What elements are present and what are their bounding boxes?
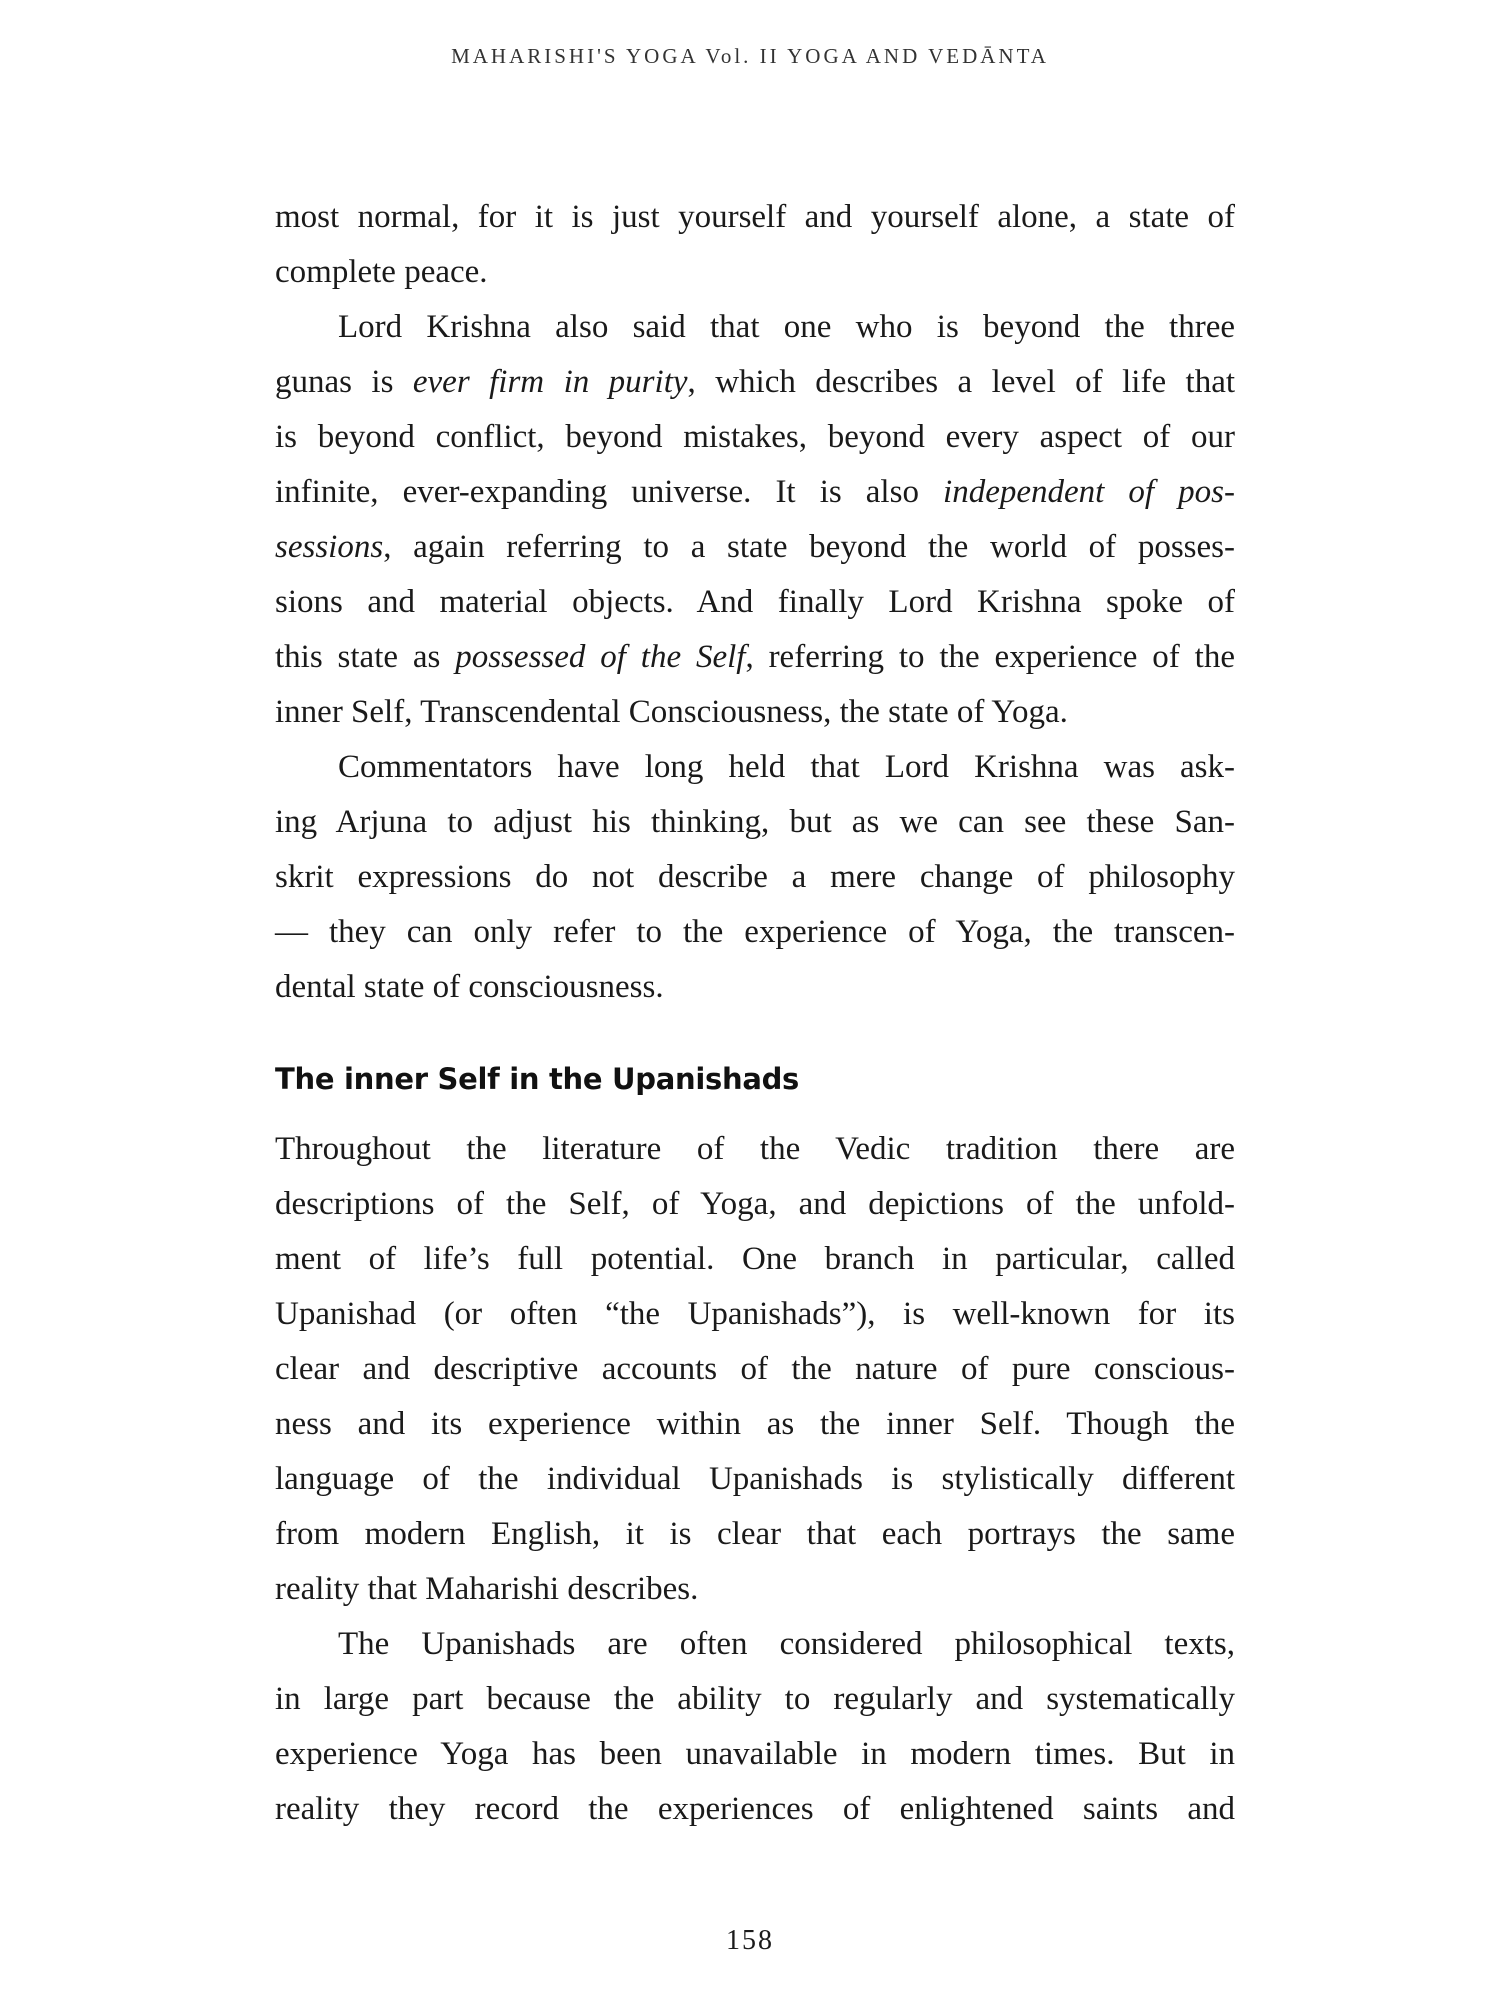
text-line — [275, 245, 1235, 300]
page-number: 158 — [726, 1925, 774, 1956]
text-run: Lord Krishna also said that one who is beyond the three — [338, 309, 1235, 345]
text-line — [275, 575, 1235, 630]
text-run: dental state of consciousness. — [275, 969, 664, 1005]
text-line — [275, 960, 1235, 1015]
text-line — [275, 740, 1235, 795]
text-line — [275, 1287, 1235, 1342]
text-run: reality that Maharishi describes. — [275, 1571, 699, 1607]
text-run: descriptions of the Self, of Yoga, and depictions of the unfold- — [275, 1186, 1235, 1222]
text-run: ness and its experience within as the inner Self. Though the — [275, 1406, 1235, 1442]
body-text-block-1 — [275, 190, 1235, 1015]
text-line — [275, 1782, 1235, 1837]
text-run: The Upanishads are often considered philosophical texts, — [338, 1626, 1235, 1662]
text-run: inner Self, Transcendental Consciousness, the state of Yoga. — [275, 694, 1068, 730]
section-heading: The inner Self in the Upanishads — [275, 1062, 800, 1096]
text-line — [275, 1507, 1235, 1562]
text-run: infinite, ever-expanding universe. It is also — [275, 474, 944, 510]
text-run: most normal, for it is just yourself and yourself alone, a state of — [275, 199, 1235, 235]
text-line — [275, 685, 1235, 740]
text-run: clear and descriptive accounts of the nature of pure conscious- — [275, 1351, 1235, 1387]
text-run: from modern English, it is clear that each portrays the same — [275, 1516, 1235, 1552]
text-line — [275, 1562, 1235, 1617]
text-run: ment of life’s full potential. One branch in particular, called — [275, 1241, 1235, 1277]
text-line — [275, 1727, 1235, 1782]
text-line — [275, 795, 1235, 850]
text-run: this state as — [275, 639, 456, 675]
running-head: MAHARISHI'S YOGA Vol. II YOGA AND VEDĀNTA — [451, 44, 1049, 68]
text-run: — they can only refer to the experience of Yoga, the transcen- — [275, 914, 1235, 950]
text-line — [275, 1177, 1235, 1232]
body-text-block-2 — [275, 1122, 1235, 1837]
text-line — [275, 1232, 1235, 1287]
italic-phrase: ever firm in purity — [412, 364, 688, 400]
text-run: reality they record the experiences of enlightened saints and — [275, 1791, 1235, 1827]
text-run: , which describes a level of life that — [687, 364, 1236, 400]
italic-phrase: independent of pos- — [943, 474, 1236, 510]
text-line — [275, 905, 1235, 960]
text-run: , referring to the experience of the — [745, 639, 1235, 675]
text-run: ing Arjuna to adjust his thinking, but as we can see these San- — [275, 804, 1235, 840]
text-line — [275, 190, 1235, 245]
text-run: Commentators have long held that Lord Krishna was ask- — [338, 749, 1235, 785]
text-run: sions and material objects. And finally Lord Krishna spoke of — [275, 584, 1235, 620]
text-line — [275, 1452, 1235, 1507]
text-line — [275, 300, 1235, 355]
text-run: language of the individual Upanishads is stylistically different — [275, 1461, 1235, 1497]
text-run: , again referring to a state beyond the world of posses- — [383, 529, 1235, 565]
text-run: Throughout the literature of the Vedic tradition there are — [275, 1131, 1235, 1167]
text-line — [275, 630, 1235, 685]
text-run: complete peace. — [275, 254, 488, 290]
text-line — [275, 850, 1235, 905]
text-line — [275, 410, 1235, 465]
text-line — [275, 1122, 1235, 1177]
text-run: experience Yoga has been unavailable in modern times. But in — [275, 1736, 1235, 1772]
text-line — [275, 1397, 1235, 1452]
italic-phrase: possessed of the Self — [455, 639, 746, 675]
text-run: gunas is — [275, 364, 413, 400]
text-run: skrit expressions do not describe a mere change of philosophy — [275, 859, 1235, 895]
text-run: in large part because the ability to regularly and systematically — [275, 1681, 1235, 1717]
italic-phrase: sessions — [275, 529, 384, 565]
text-run: Upanishad (or often “the Upanishads”), is well-known for its — [275, 1296, 1235, 1332]
text-line — [275, 520, 1235, 575]
text-line — [275, 355, 1235, 410]
text-line — [275, 1672, 1235, 1727]
text-line — [275, 1342, 1235, 1397]
text-line — [275, 465, 1235, 520]
text-line — [275, 1617, 1235, 1672]
text-run: is beyond conflict, beyond mistakes, beyond every aspect of our — [275, 419, 1235, 455]
